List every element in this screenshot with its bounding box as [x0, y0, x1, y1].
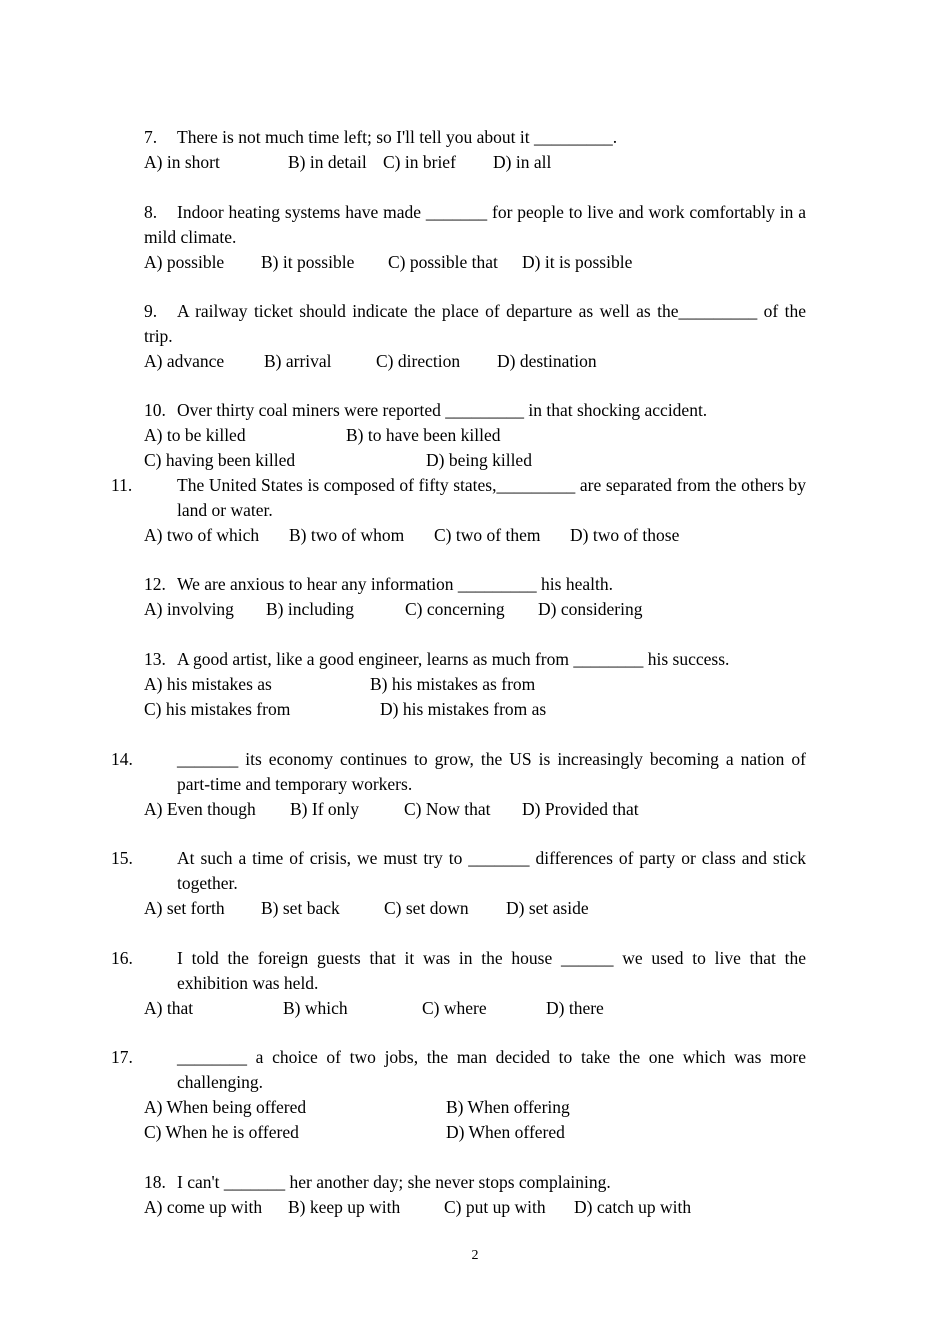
option-b: B) including: [266, 599, 354, 619]
question-stem: [111, 1045, 806, 1095]
question-number: 13.: [144, 649, 166, 669]
option-d: D) there: [546, 998, 604, 1018]
options-row: [144, 672, 806, 697]
option-c: C) put up with: [444, 1197, 546, 1217]
option-c: C) his mistakes from: [144, 699, 291, 719]
options-row: [144, 423, 806, 448]
option-d: D) When offered: [446, 1122, 565, 1142]
question-stem: [111, 747, 806, 797]
option-b: B) When offering: [446, 1097, 570, 1117]
question-number: 16.: [111, 948, 133, 968]
question-text: A good artist, like a good engineer, learns as much from ________ his success.: [177, 649, 730, 669]
option-a: A) two of which: [144, 525, 260, 545]
option-c: C) concerning: [405, 599, 505, 619]
options-row: [144, 448, 806, 473]
question-text: A railway ticket should indicate the place of departure as well as the_________ of the trip.: [144, 301, 806, 346]
option-b: B) set back: [261, 898, 340, 918]
options-row: [144, 1095, 806, 1120]
question-text: ________ a choice of two jobs, the man decided to take the one which was more challenging.: [177, 1047, 806, 1092]
option-d: D) set aside: [506, 898, 589, 918]
option-c: C) where: [422, 998, 487, 1018]
option-c: C) in brief: [383, 152, 456, 172]
question-text: The United States is composed of fifty states,_________ are separated from the others by land or water.: [177, 475, 806, 520]
question-text: Indoor heating systems have made _______ for people to live and work comfortably in a mild climate.: [144, 202, 806, 247]
question-text: I can't _______ her another day; she never stops complaining.: [177, 1172, 611, 1192]
option-a: A) come up with: [144, 1197, 263, 1217]
question-18: [144, 1170, 806, 1220]
question-7: [144, 125, 806, 175]
option-a: A) involving: [144, 599, 234, 619]
option-c: C) Now that: [404, 799, 491, 819]
question-14: [111, 747, 806, 822]
question-stem: [144, 647, 806, 672]
option-d: D) his mistakes from as: [380, 699, 547, 719]
question-text: I told the foreign guests that it was in the house ______ we used to live that the exhibition was held.: [177, 948, 806, 993]
question-text: _______ its economy continues to grow, the US is increasingly becoming a nation of part-time and temporary workers.: [177, 749, 806, 794]
option-c: C) having been killed: [144, 450, 296, 470]
question-text: There is not much time left; so I'll tell you about it _________.: [177, 127, 618, 147]
question-stem: [144, 125, 806, 150]
option-c: C) set down: [384, 898, 469, 918]
question-number: 10.: [144, 400, 166, 420]
question-stem: [144, 200, 806, 250]
option-a: A) set forth: [144, 898, 225, 918]
question-17: [111, 1045, 806, 1145]
option-c: C) possible that: [388, 252, 498, 272]
options-row: [144, 1120, 806, 1145]
question-number: 14.: [111, 749, 133, 769]
option-b: B) If only: [290, 799, 360, 819]
question-11: [111, 473, 806, 548]
question-number: 17.: [111, 1047, 133, 1067]
options-row: [144, 349, 806, 374]
question-12: [144, 572, 806, 622]
question-text: At such a time of crisis, we must try to _______ differences of party or class and stick together.: [177, 848, 806, 893]
question-number: 8.: [144, 202, 158, 222]
option-a: A) in short: [144, 152, 220, 172]
question-stem: [144, 572, 806, 597]
question-9: [144, 299, 806, 374]
option-b: B) it possible: [261, 252, 355, 272]
question-8: [144, 200, 806, 275]
question-number: 9.: [144, 301, 158, 321]
option-a: A) advance: [144, 351, 225, 371]
option-d: D) in all: [493, 152, 552, 172]
options-row: [144, 150, 806, 175]
option-b: B) his mistakes as from: [370, 674, 536, 694]
question-13: [144, 647, 806, 722]
options-row: [144, 697, 806, 722]
option-b: B) which: [283, 998, 348, 1018]
option-d: D) catch up with: [574, 1197, 692, 1217]
option-b: B) in detail: [288, 152, 367, 172]
option-c: C) direction: [376, 351, 461, 371]
option-d: D) it is possible: [522, 252, 633, 272]
option-a: A) When being offered: [144, 1097, 307, 1117]
option-a: A) his mistakes as: [144, 674, 272, 694]
question-text: We are anxious to hear any information _________ his health.: [177, 574, 613, 594]
option-d: D) being killed: [426, 450, 532, 470]
option-a: A) that: [144, 998, 194, 1018]
question-stem: [111, 846, 806, 896]
option-a: A) possible: [144, 252, 225, 272]
option-d: D) Provided that: [522, 799, 639, 819]
question-stem: [144, 299, 806, 349]
question-number: 18.: [144, 1172, 166, 1192]
question-stem: [111, 946, 806, 996]
question-number: 11.: [111, 475, 133, 495]
option-b: B) to have been killed: [346, 425, 501, 445]
option-b: B) two of whom: [289, 525, 405, 545]
option-d: D) considering: [538, 599, 643, 619]
option-c: C) When he is offered: [144, 1122, 299, 1142]
options-row: [144, 896, 806, 921]
options-row: [144, 523, 806, 548]
options-row: [144, 797, 806, 822]
option-d: D) destination: [497, 351, 597, 371]
option-a: A) Even though: [144, 799, 256, 819]
question-15: [111, 846, 806, 921]
options-row: [144, 996, 806, 1021]
option-b: B) arrival: [264, 351, 332, 371]
option-a: A) to be killed: [144, 425, 246, 445]
options-row: [144, 597, 806, 622]
question-stem: [144, 398, 806, 423]
options-row: [144, 1195, 806, 1220]
question-stem: [144, 1170, 806, 1195]
question-16: [111, 946, 806, 1021]
option-c: C) two of them: [434, 525, 541, 545]
question-number: 15.: [111, 848, 133, 868]
question-text: Over thirty coal miners were reported _________ in that shocking accident.: [177, 400, 708, 420]
options-row: [144, 250, 806, 275]
question-number: 12.: [144, 574, 166, 594]
option-d: D) two of those: [570, 525, 680, 545]
question-number: 7.: [144, 127, 158, 147]
question-stem: [111, 473, 806, 523]
question-10: [144, 398, 806, 473]
page-number: 2: [471, 1248, 479, 1263]
option-b: B) keep up with: [288, 1197, 401, 1217]
